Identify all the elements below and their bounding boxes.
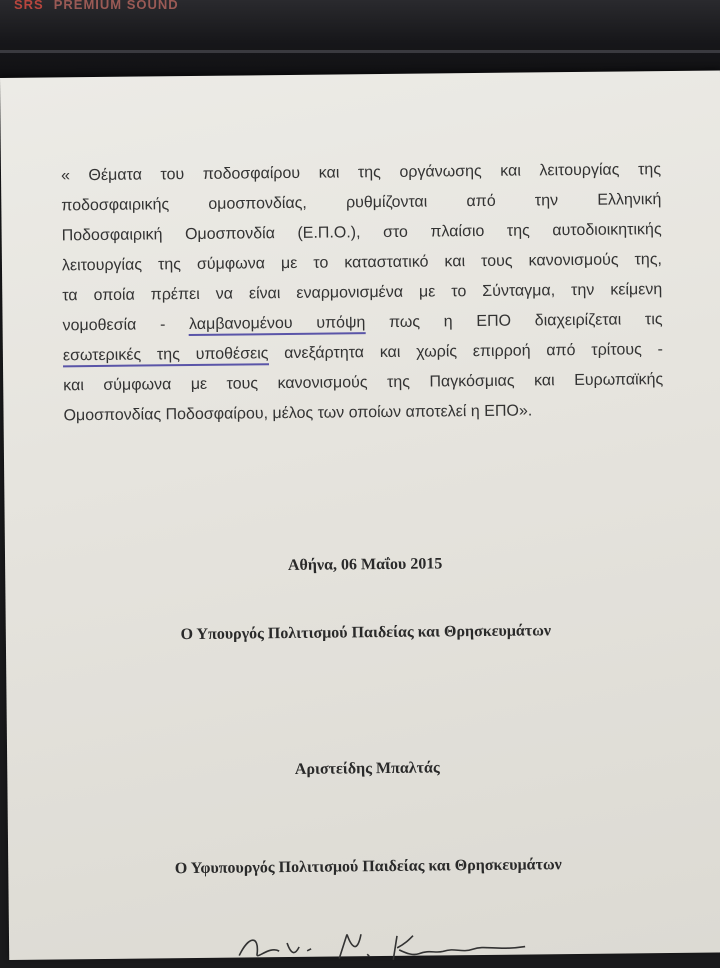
- brand-text: SRS: [14, 0, 44, 12]
- date-line: Αθήνα, 06 Μαΐου 2015: [287, 555, 443, 575]
- paragraph-line: Ομοσπονδίας Ποδοσφαίρου, μέλος των οποίων αποτελεί η ΕΠΟ».: [63, 402, 533, 425]
- paragraph-line: Ποδοσφαιρική Ομοσπονδία (Ε.Π.Ο.), στο πλαίσιο της αυτοδιοικητικής: [61, 221, 662, 245]
- paragraph-line: ποδοσφαιρικής ομοσπονδίας, ρυθμίζονται από την Ελληνική: [61, 191, 662, 215]
- pen-underlined-text: λαμβανομένου υπόψη: [189, 314, 365, 336]
- paragraph-line: και σύμφωνα με τους κανονισμούς της Παγκόσμιας και Ευρωπαϊκής: [63, 371, 664, 395]
- pen-underlined-text: εσωτερικές της υποθέσεις: [63, 345, 269, 367]
- paragraph-line: « Θέματα του ποδοσφαίρου και της οργάνωσης και λειτουργίας της: [60, 161, 662, 185]
- document-page: [0, 70, 720, 959]
- line-text: ανεξάρτητα και χωρίς επιρροή από τρίτους -: [268, 341, 663, 363]
- line-text: νομοθεσία -: [62, 316, 190, 335]
- paragraph-line: τα οποία πρέπει να είναι εναρμονισμένα με το Σύνταγμα, την κείμενη: [62, 281, 663, 305]
- handwritten-signature: [229, 922, 549, 965]
- brand-sub-text: PREMIUM SOUND: [53, 0, 179, 12]
- deputy-minister-title: Ο Υφυπουργός Πολιτισμού Παιδείας και Θρησκευμάτων: [174, 856, 562, 878]
- paragraph-line: λειτουργίας της σύμφωνα με το καταστατικό και τους κανονισμούς της,: [61, 251, 663, 275]
- minister-name: Αριστείδης Μπαλτάς: [294, 759, 440, 778]
- bezel-edge: [0, 50, 720, 53]
- line-text: πως η ΕΠΟ διαχειρίζεται τις: [365, 311, 663, 332]
- quoted-paragraph: [61, 155, 664, 431]
- bezel-logo: [14, 0, 179, 12]
- minister-title: Ο Υπουργός Πολιτισμού Παιδείας και Θρησκευμάτων: [180, 622, 552, 644]
